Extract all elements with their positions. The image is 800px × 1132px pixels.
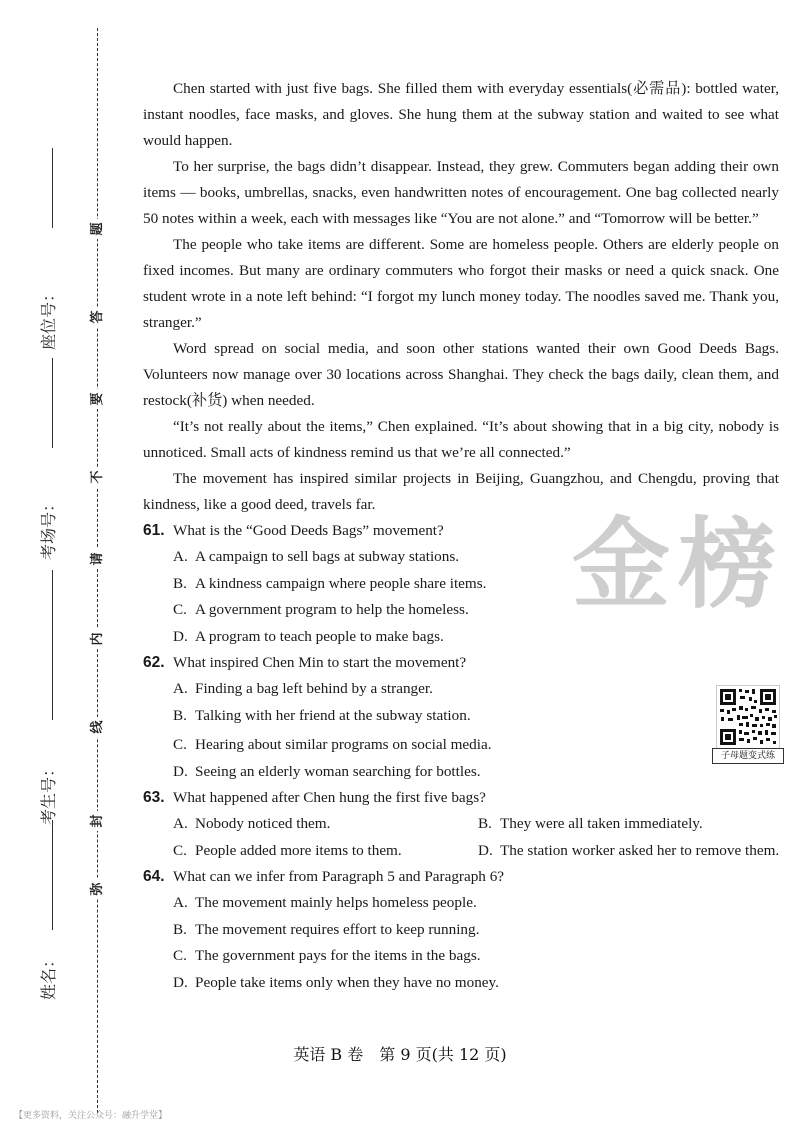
exam-room-underline <box>52 358 53 448</box>
option-a[interactable] <box>173 811 478 838</box>
passage-paragraph: The people who take items are different. Some are homeless people. Others are elderly people on fixed incomes. But many are ordinary commuters who forgot their masks or need a quick snack. One student wrote in a note left behind: “I forgot my lunch money today. The noodles saved me. Thank you, stranger.” <box>143 236 779 331</box>
exam-room-label: 考场号： <box>38 495 58 560</box>
question-62 <box>143 650 779 785</box>
seat-number-label: 座位号： <box>38 285 58 350</box>
seat-number-underline <box>52 148 53 228</box>
page-footer: 英语 B 卷 第 9 页(共 12 页) <box>293 1045 507 1064</box>
option-text: The movement mainly helps homeless people. <box>195 894 477 911</box>
option-letter: A. <box>173 548 188 565</box>
question-63 <box>143 785 779 864</box>
option-c[interactable] <box>173 597 779 624</box>
option-letter: C. <box>173 601 187 618</box>
question-text: What inspired Chen Min to start the movement? <box>173 654 467 671</box>
candidate-number-label: 考生号： <box>38 760 58 825</box>
option-text: A kindness campaign where people share items. <box>195 574 487 592</box>
option-text: People added more items to them. <box>195 841 402 859</box>
option-letter: A. <box>173 894 188 911</box>
option-text: Nobody noticed them. <box>195 815 331 832</box>
option-text: They were all taken immediately. <box>500 815 703 832</box>
binding-char: 弥 <box>89 879 107 899</box>
question-text: What happened after Chen hung the first five bags? <box>173 789 486 806</box>
option-c[interactable] <box>173 838 478 865</box>
question-number: 63. <box>143 789 165 806</box>
option-d[interactable] <box>173 970 779 997</box>
option-b[interactable] <box>478 811 788 838</box>
bottom-note: 【更多资料，关注公众号：融升学堂】 <box>14 1111 168 1121</box>
option-b[interactable] <box>173 917 779 944</box>
binding-char: 题 <box>89 219 107 239</box>
passage-paragraph: The movement has inspired similar projects in Beijing, Guangzhou, and Chengdu, proving that kindness, like a good deed, travels far. <box>143 470 779 513</box>
option-letter: B. <box>173 574 187 592</box>
option-text: Finding a bag left behind by a stranger. <box>195 680 433 697</box>
option-text: The station worker asked her to remove them. <box>500 841 780 859</box>
option-text: The government pays for the items in the bags. <box>195 947 481 964</box>
binding-char: 答 <box>89 307 107 327</box>
option-letter: C. <box>173 841 187 859</box>
binding-char: 线 <box>89 717 107 737</box>
qr-code-graphic <box>717 686 779 748</box>
option-text: A campaign to sell bags at subway stations. <box>195 548 460 565</box>
option-text: A government program to help the homeless. <box>195 601 469 618</box>
option-text: Hearing about similar programs on social media. <box>195 736 492 753</box>
option-letter: B. <box>173 920 187 938</box>
seat-number-field <box>32 150 62 350</box>
option-letter: A. <box>173 680 188 697</box>
watermark-logo: 金榜 <box>572 507 785 622</box>
option-letter: D. <box>173 762 188 780</box>
question-number: 62. <box>143 654 165 671</box>
binding-char: 不 <box>89 467 107 487</box>
option-letter: A. <box>173 815 188 832</box>
passage-paragraph: Word spread on social media, and soon other stations wanted their own Good Deeds Bags. Volunteers now manage over 30 locations across Shanghai. They check the bags daily, clean them, and restock(补货) when needed. <box>143 340 779 409</box>
main-content <box>143 76 779 996</box>
option-text: People take items only when they have no money. <box>195 973 499 991</box>
question-64 <box>143 864 779 996</box>
exam-room-field <box>32 360 62 560</box>
option-c[interactable] <box>173 732 779 759</box>
binding-char: 要 <box>89 389 107 409</box>
option-text: The movement requires effort to keep running. <box>195 920 480 938</box>
question-number: 64. <box>143 868 165 885</box>
option-text: A program to teach people to make bags. <box>195 627 444 645</box>
qr-caption: 子母题变式练 <box>712 748 784 764</box>
option-letter: D. <box>173 627 188 645</box>
option-letter: D. <box>478 841 493 859</box>
qr-code-icon[interactable] <box>716 685 780 749</box>
option-b[interactable] <box>173 703 779 730</box>
passage-paragraph: To her surprise, the bags didn’t disappear. Instead, they grew. Commuters began adding their own items — books, umbrellas, snacks, even handwritten notes of encouragement. One bag collected nearly 50 notes within a week, each with messages like “You are not alone.” and “Tomorrow will be better.” <box>143 158 779 227</box>
option-letter: C. <box>173 947 187 964</box>
question-number: 61. <box>143 522 165 539</box>
candidate-number-underline <box>52 570 53 720</box>
passage-paragraph: Chen started with just five bags. She filled them with everyday essentials(必需品): bottled water, instant noodles, face masks, and gloves. She hung them at the subway station and waited to see what would happen. <box>143 80 779 149</box>
option-text: Talking with her friend at the subway station. <box>195 706 471 724</box>
candidate-number-field <box>32 625 62 825</box>
option-a[interactable] <box>173 544 779 571</box>
option-d[interactable] <box>173 624 779 651</box>
option-d[interactable] <box>173 759 779 786</box>
binding-char: 内 <box>89 629 107 649</box>
option-c[interactable] <box>173 943 779 970</box>
option-b[interactable] <box>173 571 779 598</box>
name-label: 姓名： <box>38 951 58 1000</box>
passage-paragraph: “It’s not really about the items,” Chen explained. “It’s about showing that in a big city, nobody is unnoticed. Small acts of kindness remind us that we’re all connected.” <box>143 418 779 461</box>
option-letter: D. <box>173 973 188 991</box>
option-a[interactable] <box>173 890 779 917</box>
question-61 <box>143 518 779 650</box>
option-letter: B. <box>478 815 492 832</box>
option-letter: B. <box>173 706 187 724</box>
binding-char: 请 <box>89 549 107 569</box>
question-text: What can we infer from Paragraph 5 and Paragraph 6? <box>173 868 505 885</box>
name-field <box>32 800 62 1000</box>
name-underline <box>52 820 53 930</box>
question-text: What is the “Good Deeds Bags” movement? <box>173 522 444 539</box>
binding-char: 封 <box>89 811 107 831</box>
option-text: Seeing an elderly woman searching for bottles. <box>195 762 481 780</box>
binding-dashed-line <box>97 28 98 1113</box>
option-d[interactable] <box>478 838 788 865</box>
option-a[interactable] <box>173 676 779 703</box>
option-letter: C. <box>173 736 187 753</box>
